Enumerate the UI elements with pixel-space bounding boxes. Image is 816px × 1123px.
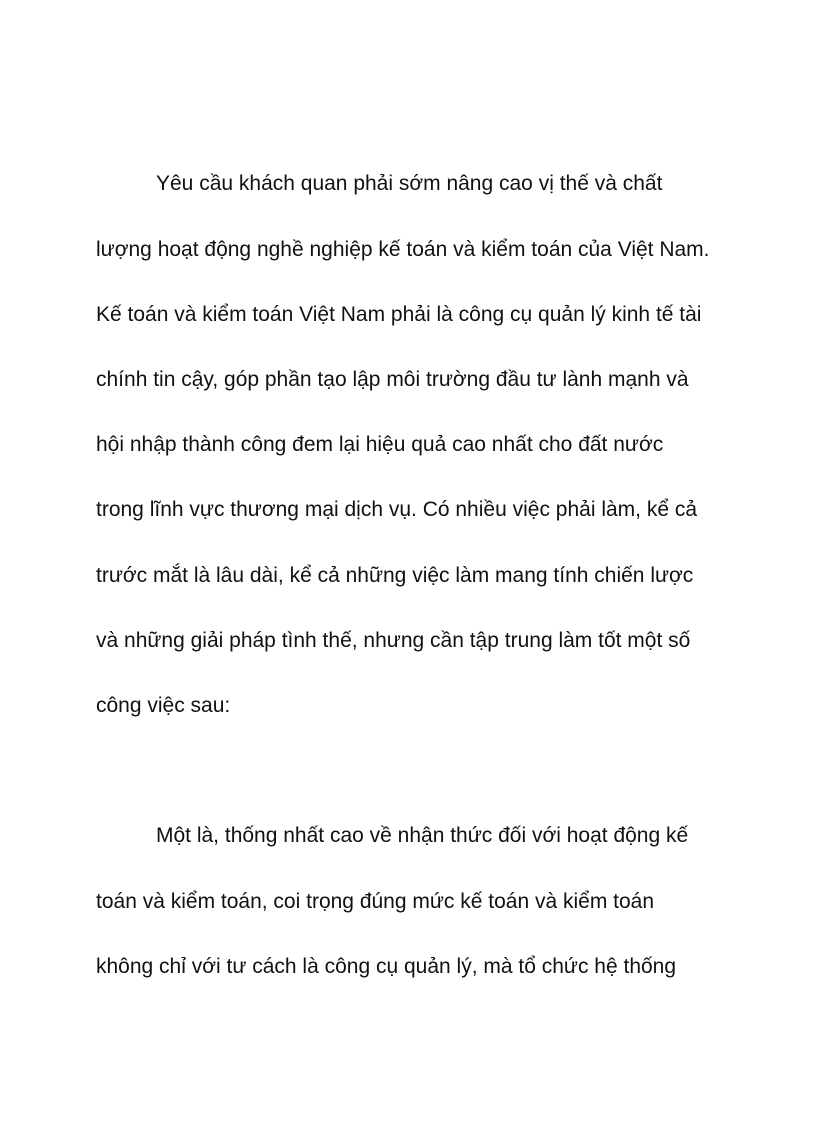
paragraph-line: trong lĩnh vực thương mại dịch vụ. Có nhiều việc phải làm, kể cả: [96, 498, 698, 521]
paragraph-line: toán và kiểm toán, coi trọng đúng mức kế toán và kiểm toán: [96, 890, 655, 913]
paragraph-line: công việc sau:: [96, 694, 231, 717]
paragraph-line: lượng hoạt động nghề nghiệp kế toán và kiểm toán của Việt Nam.: [96, 238, 710, 261]
paragraph-line: trước mắt là lâu dài, kể cả những việc làm mang tính chiến lược: [96, 564, 694, 587]
paragraph-line: Một là, thống nhất cao về nhận thức đối với hoạt động kế: [156, 824, 689, 847]
paragraph-line: hội nhập thành công đem lại hiệu quả cao nhất cho đất nước: [96, 433, 664, 456]
paragraph-line: Kế toán và kiểm toán Việt Nam phải là công cụ quản lý kinh tế tài: [96, 303, 702, 326]
paragraph-line: và những giải pháp tình thế, nhưng cần tập trung làm tốt một số: [96, 629, 691, 652]
paragraph-line: không chỉ với tư cách là công cụ quản lý, mà tổ chức hệ thống: [96, 955, 677, 978]
paragraph-line: chính tin cậy, góp phần tạo lập môi trường đầu tư lành mạnh và: [96, 368, 689, 391]
paragraph-line: Yêu cầu khách quan phải sớm nâng cao vị thế và chất: [156, 172, 663, 195]
